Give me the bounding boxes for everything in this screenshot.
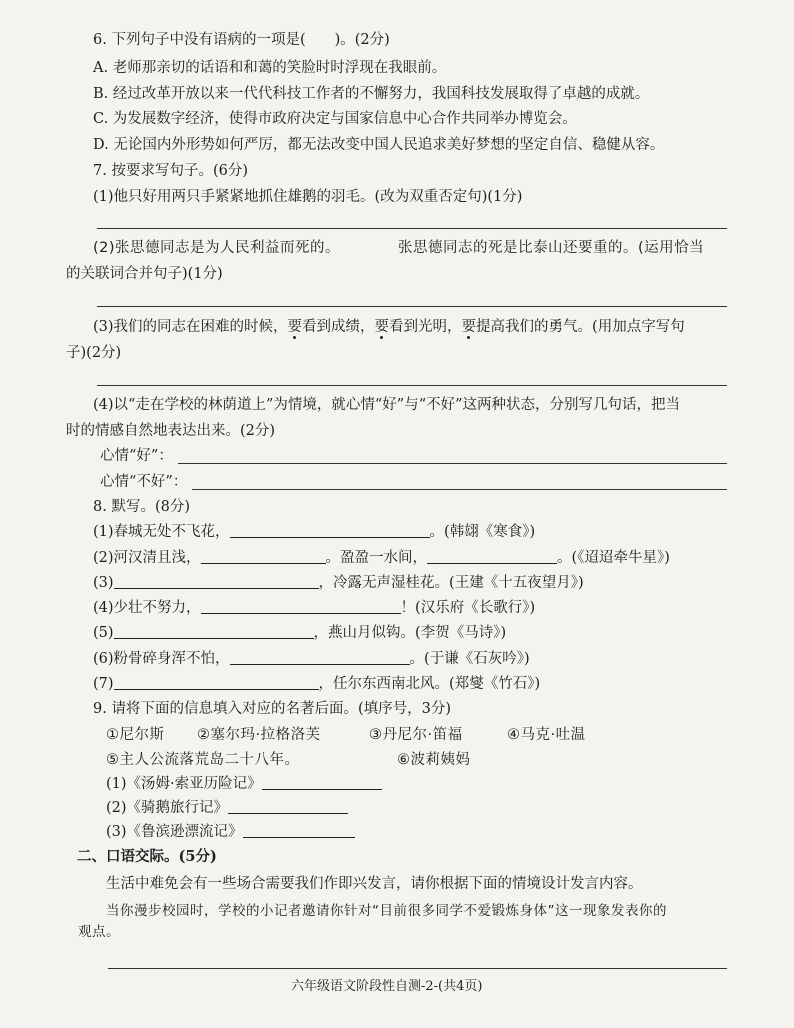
q9-book-3 <box>106 822 355 842</box>
q8-line-1 <box>93 522 535 542</box>
q9-option-1: ①尼尔斯 <box>106 727 165 743</box>
q7-stem: 7. 按要求写句子。(6分) <box>93 163 248 179</box>
answer-line-q7-1[interactable] <box>97 228 727 229</box>
q8-2-source: 。(《迢迢牵牛星》) <box>557 550 670 566</box>
book-title: (2)《骑鹅旅行记》 <box>106 800 229 816</box>
q8-6-source: 。(于谦《石灰吟》) <box>409 651 530 667</box>
q7-s3-postfix: 提高我们的勇气。(用加点字写句 <box>476 319 685 335</box>
q7-s3-middle-2: 看到光明， <box>389 319 462 335</box>
q9-book-2 <box>106 798 348 818</box>
section-2-instruction: 生活中难免会有一些场合需要我们作即兴发言，请你根据下面的情境设计发言内容。 <box>106 876 643 892</box>
mood-good-label: 心情“好”： <box>100 448 173 464</box>
blank[interactable] <box>228 799 348 814</box>
blank[interactable] <box>201 549 326 564</box>
q6-option-d: D. 无论国内外形势如何严厉，都无法改变中国人民追求美好梦想的坚定自信、稳健从容。 <box>93 137 665 153</box>
blank[interactable] <box>262 775 382 790</box>
emphasis-dot-char: 要 <box>287 319 303 335</box>
answer-line-mood-good[interactable] <box>178 463 727 464</box>
q8-1-source: 。(韩翃《寒食》) <box>429 524 536 540</box>
answer-line-q7-3[interactable] <box>97 385 727 386</box>
q8-line-2 <box>93 548 670 568</box>
q7-sentence-4a: (4)以“走在学校的林荫道上”为情境，就心情“好”与“不好”这两种状态，分别写几句话，把当 <box>93 397 681 413</box>
q8-line-3 <box>93 573 584 593</box>
blank[interactable] <box>114 624 314 639</box>
answer-line-section-2[interactable] <box>108 968 727 969</box>
q8-3-source: ，冷露无声湿桂花。(王建《十五夜望月》) <box>318 575 584 591</box>
blank[interactable] <box>114 675 319 690</box>
q8-2-middle: 。盈盈一水间， <box>325 550 428 566</box>
blank[interactable] <box>201 599 401 614</box>
q7-sentence-3-cont: 子)(2分) <box>66 345 122 361</box>
q7-s3-prefix: (3)我们的同志在困难的时候， <box>93 319 288 335</box>
blank[interactable] <box>230 650 410 665</box>
q9-option-6: ⑥波莉姨妈 <box>397 752 471 768</box>
q7-sentence-4b: 时的情感自然地表达出来。(2分) <box>66 423 276 439</box>
answer-line-q7-2[interactable] <box>97 306 727 307</box>
q8-3-prefix: (3) <box>93 575 114 591</box>
q9-stem: 9. 请将下面的信息填入对应的名著后面。(填序号，3分) <box>93 701 451 717</box>
q9-book-1 <box>106 774 382 794</box>
q6-stem: 6. 下列句子中没有语病的一项是( )。(2分) <box>93 32 390 48</box>
q8-line-7 <box>93 674 540 694</box>
q7-sentence-3 <box>93 317 685 337</box>
q9-option-2: ②塞尔玛·拉格洛芙 <box>197 727 321 743</box>
q8-7-prefix: (7) <box>93 676 114 692</box>
q6-option-b: B. 经过改革开放以来一代代科技工作者的不懈努力，我国科技发展取得了卓越的成就。 <box>93 86 650 102</box>
book-title: (3)《鲁滨逊漂流记》 <box>106 824 243 840</box>
q6-option-a: A. 老师那亲切的话语和和蔼的笑脸时时浮现在我眼前。 <box>93 60 447 76</box>
q8-1-prefix: (1)春城无处不飞花， <box>93 524 230 540</box>
q8-line-6 <box>93 649 530 669</box>
q7-sentence-1: (1)他只好用两只手紧紧地抓住雄鹅的羽毛。(改为双重否定句)(1分) <box>93 189 523 205</box>
q8-line-5 <box>93 623 506 643</box>
blank[interactable] <box>230 523 430 538</box>
section-2-scenario: 当你漫步校园时，学校的小记者邀请你针对“目前很多同学不爱锻炼身体”这一现象发表你的 <box>106 903 667 919</box>
q8-4-prefix: (4)少壮不努力， <box>93 600 201 616</box>
blank[interactable] <box>427 549 557 564</box>
page-footer: 六年级语文阶段性自测-2-(共4页) <box>291 979 483 994</box>
section-2-scenario-cont: 观点。 <box>78 924 120 940</box>
q9-option-5: ⑤主人公流落荒岛二十八年。 <box>106 752 300 768</box>
q8-6-prefix: (6)粉骨碎身浑不怕， <box>93 651 230 667</box>
q8-5-source: ，燕山月似钩。(李贺《马诗》) <box>313 625 507 641</box>
mood-bad-label: 心情“不好”： <box>100 474 188 490</box>
q6-option-c: C. 为发展数字经济，使得市政府决定与国家信息中心合作共同举办博览会。 <box>93 111 577 127</box>
q7-s3-middle-1: 看到成绩， <box>302 319 375 335</box>
section-2-title: 二、口语交际。(5分) <box>77 848 217 865</box>
q8-7-source: ，任尔东西南北风。(郑燮《竹石》) <box>318 676 541 692</box>
emphasis-dot-char: 要 <box>374 319 390 335</box>
q8-4-source: ！(汉乐府《长歌行》) <box>400 600 536 616</box>
q7-sentence-2b: 张思德同志的死是比泰山还要重的。(运用恰当 <box>398 240 705 256</box>
book-title: (1)《汤姆·索亚历险记》 <box>106 776 262 792</box>
blank[interactable] <box>114 574 319 589</box>
q8-line-4 <box>93 598 535 618</box>
q9-option-3: ③丹尼尔·笛福 <box>369 727 463 743</box>
q8-2-prefix: (2)河汉清且浅， <box>93 550 201 566</box>
emphasis-dot-char: 要 <box>461 319 477 335</box>
q7-sentence-2c: 的关联词合并句子)(1分) <box>66 266 223 282</box>
q7-sentence-2a: (2)张思德同志是为人民利益而死的。 <box>93 240 341 256</box>
blank[interactable] <box>243 823 355 838</box>
q8-stem: 8. 默写。(8分) <box>93 499 190 515</box>
q8-5-prefix: (5) <box>93 625 114 641</box>
q9-option-4: ④马克·吐温 <box>507 727 586 743</box>
answer-line-mood-bad[interactable] <box>192 489 727 490</box>
